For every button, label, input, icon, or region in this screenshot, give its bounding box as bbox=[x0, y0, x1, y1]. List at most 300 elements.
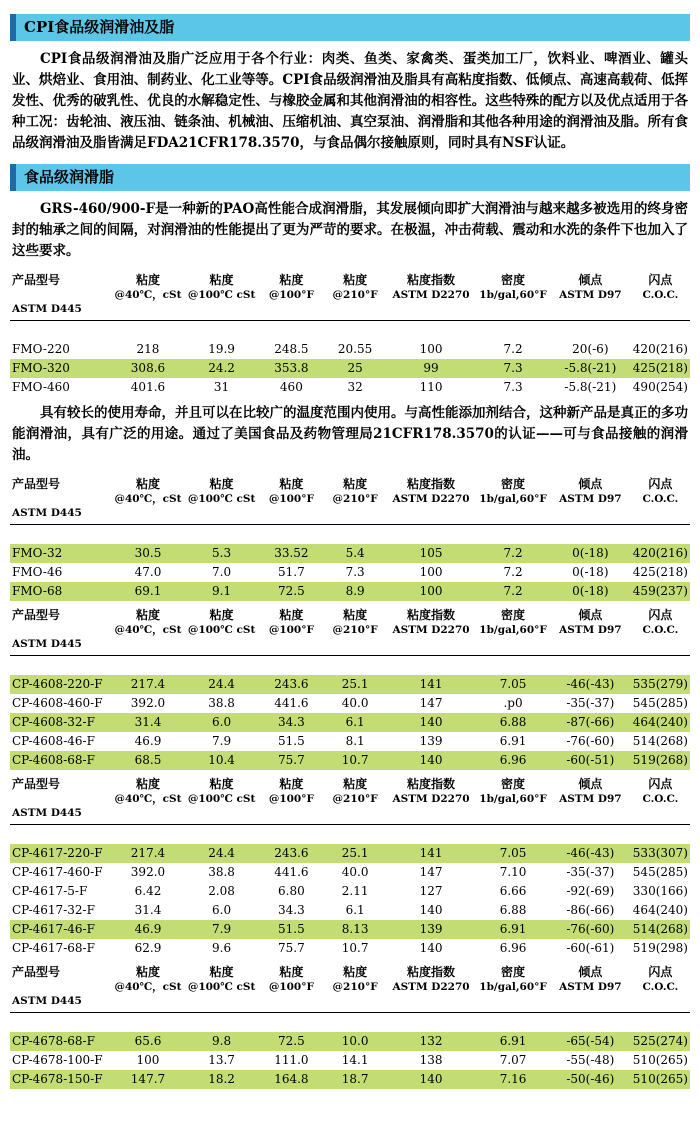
cell-value: 99 bbox=[386, 359, 476, 378]
th-visc100f: 粘度 bbox=[279, 273, 304, 287]
cell-value: 10.7 bbox=[324, 751, 386, 770]
th-visc100c: 粘度 bbox=[209, 477, 234, 491]
cell-value: -46(-43) bbox=[550, 675, 631, 694]
cell-value: 0(-18) bbox=[550, 582, 631, 601]
cell-value: 31.4 bbox=[111, 713, 185, 732]
cell-value: 30.5 bbox=[111, 544, 185, 563]
th-visc100c: 粘度 bbox=[209, 965, 234, 979]
th-vi: 粘度指数 bbox=[407, 608, 456, 622]
spec-table-cp-4617 bbox=[10, 776, 690, 958]
cell-value: 18.2 bbox=[185, 1070, 259, 1089]
spec-table-fmo-3x bbox=[10, 476, 690, 601]
th-pour-sub: ASTM D97 bbox=[559, 289, 622, 301]
th-vi-sub: ASTM D2270 bbox=[392, 624, 470, 636]
cell-value: 425(218) bbox=[631, 359, 690, 378]
cell-value: 6.88 bbox=[499, 903, 527, 917]
th-visc40: 粘度 bbox=[135, 965, 160, 979]
cell-value: 65.6 bbox=[111, 1032, 185, 1051]
cell-value: 0(-18) bbox=[550, 544, 631, 563]
table-spacer-row bbox=[10, 825, 690, 845]
cell-value: 164.8 bbox=[258, 1070, 324, 1089]
th-visc40-sub: @40℃，cSt bbox=[114, 289, 182, 301]
cell-product-model: FMO-68 bbox=[10, 582, 111, 601]
cell-value: 514(268) bbox=[631, 920, 690, 939]
th-product-sub bbox=[10, 288, 111, 302]
th-product-sub bbox=[10, 492, 111, 506]
cell-value: -5.8(-21) bbox=[550, 359, 631, 378]
cell-value: 218 bbox=[136, 342, 160, 356]
th-visc210f-sub: @210°F bbox=[332, 493, 378, 505]
cell-value: 464(240) bbox=[632, 903, 688, 917]
th-vi: 粘度指数 bbox=[407, 965, 456, 979]
cell-value: -86(-66) bbox=[566, 903, 615, 917]
section-heading-text: 食品级润滑脂 bbox=[16, 164, 690, 191]
cell-value: 2.11 bbox=[341, 884, 369, 898]
cell-value: 141 bbox=[386, 844, 476, 863]
th-pour-sub: ASTM D97 bbox=[559, 624, 622, 636]
th-visc210f-sub: @210°F bbox=[332, 624, 378, 636]
cell-value: 24.4 bbox=[185, 844, 259, 863]
cell-value: 425(218) bbox=[632, 565, 688, 579]
th-product: 产品型号 bbox=[12, 777, 61, 791]
cell-value: 100 bbox=[386, 582, 476, 601]
spec-table-cp-4608 bbox=[10, 607, 690, 770]
cell-value: 147 bbox=[419, 865, 443, 879]
th-vi: 粘度指数 bbox=[407, 273, 456, 287]
cell-value: 6.96 bbox=[476, 751, 550, 770]
th-visc100f-sub: @100°F bbox=[268, 793, 314, 805]
table-spacer-row bbox=[10, 321, 690, 341]
th-density-sub: 1b/gal,60°F bbox=[479, 493, 547, 505]
cell-value: 34.3 bbox=[258, 713, 324, 732]
th-product-sub bbox=[10, 980, 111, 994]
th-visc40-sub: @40℃，cSt bbox=[114, 624, 182, 636]
table-row bbox=[10, 920, 690, 939]
cell-value: 51.5 bbox=[278, 734, 305, 748]
cell-value: 51.5 bbox=[258, 920, 324, 939]
cell-product-model: FMO-32 bbox=[10, 544, 111, 563]
cell-value: 147.7 bbox=[111, 1070, 185, 1089]
th-density: 密度 bbox=[501, 477, 526, 491]
cell-value: 147 bbox=[419, 696, 443, 710]
cell-value: 2.08 bbox=[208, 884, 235, 898]
table-body bbox=[10, 825, 690, 959]
cell-value: 420(216) bbox=[631, 544, 690, 563]
table-body bbox=[10, 321, 690, 398]
cell-value: 6.66 bbox=[499, 884, 527, 898]
cell-value: 7.9 bbox=[185, 920, 259, 939]
cell-value: 72.5 bbox=[258, 582, 324, 601]
cell-value: 31 bbox=[213, 380, 230, 394]
cell-value: 545(285) bbox=[632, 865, 688, 879]
section-heading-grease bbox=[10, 164, 690, 191]
table-spacer-row bbox=[10, 525, 690, 545]
cell-value: -60(-51) bbox=[550, 751, 631, 770]
table-row bbox=[10, 544, 690, 563]
cell-value: 6.88 bbox=[476, 713, 550, 732]
th-visc100f: 粘度 bbox=[279, 608, 304, 622]
th-spacer bbox=[111, 637, 690, 651]
th-density-sub: 1b/gal,60°F bbox=[479, 289, 547, 301]
cell-value: -5.8(-21) bbox=[564, 380, 617, 394]
cell-value: -60(-61) bbox=[566, 941, 615, 955]
cell-value: -76(-60) bbox=[550, 920, 631, 939]
th-flash: 闪点 bbox=[648, 273, 673, 287]
table-body bbox=[10, 656, 690, 771]
th-density: 密度 bbox=[501, 777, 526, 791]
cell-value: 7.2 bbox=[503, 342, 523, 356]
cell-value: -92(-69) bbox=[566, 884, 615, 898]
cell-value: 24.4 bbox=[185, 675, 259, 694]
table-row bbox=[10, 1070, 690, 1089]
cell-value: 18.7 bbox=[324, 1070, 386, 1089]
th-visc100f-sub: @100°F bbox=[268, 624, 314, 636]
cell-product-model: FMO-460 bbox=[12, 380, 70, 394]
cell-value: 100 bbox=[419, 565, 443, 579]
cell-product-model: CP-4617-220-F bbox=[10, 844, 111, 863]
th-visc100c: 粘度 bbox=[209, 608, 234, 622]
th-vi-sub: ASTM D2270 bbox=[392, 793, 470, 805]
cell-value: 25.1 bbox=[324, 844, 386, 863]
table-subheader-row2 bbox=[10, 506, 690, 520]
th-flash: 闪点 bbox=[648, 477, 673, 491]
table-subheader-row2 bbox=[10, 302, 690, 316]
cell-value: 62.9 bbox=[134, 941, 162, 955]
th-spacer bbox=[111, 806, 690, 820]
th-visc100f-sub: @100°F bbox=[268, 493, 314, 505]
cell-value: -35(-37) bbox=[566, 865, 615, 879]
cell-value: 464(240) bbox=[631, 713, 690, 732]
table-subheader-row2 bbox=[10, 806, 690, 820]
cell-value: 7.3 bbox=[345, 565, 365, 579]
table-spacer-row bbox=[10, 656, 690, 676]
cell-value: 243.6 bbox=[258, 844, 324, 863]
th-visc100c-sub: @100℃ cSt bbox=[187, 624, 256, 636]
cell-product-model: CP-4608-460-F bbox=[12, 696, 103, 710]
th-astm-d445: ASTM D445 bbox=[12, 995, 82, 1007]
th-vi-sub: ASTM D2270 bbox=[392, 493, 470, 505]
cell-value: 14.1 bbox=[341, 1053, 369, 1067]
table-subheader-row2 bbox=[10, 994, 690, 1008]
th-product: 产品型号 bbox=[12, 965, 61, 979]
th-visc40: 粘度 bbox=[135, 777, 160, 791]
table-row bbox=[10, 751, 690, 770]
table-body bbox=[10, 525, 690, 602]
cell-product-model: FMO-320 bbox=[10, 359, 111, 378]
cell-product-model: CP-4617-46-F bbox=[10, 920, 111, 939]
th-flash: 闪点 bbox=[648, 965, 673, 979]
th-visc100f: 粘度 bbox=[279, 777, 304, 791]
th-astm-d445: ASTM D445 bbox=[12, 807, 82, 819]
th-product: 产品型号 bbox=[12, 477, 61, 491]
cell-value: 40.0 bbox=[341, 865, 369, 879]
cell-product-model: CP-4678-150-F bbox=[10, 1070, 111, 1089]
cell-value: 217.4 bbox=[111, 844, 185, 863]
table-subheader-row bbox=[10, 623, 690, 637]
cell-value: 132 bbox=[386, 1032, 476, 1051]
section-paragraph-grease: GRS-460/900-F是一种新的PAO高性能合成润滑脂，其发展倾向即扩大润滑油与越来越多被选用的终身密封的轴承之间的间隔，对润滑油的性能提出了更为严苛的要求。在极温，冲击荷载、震动和水洗的条件下也加入了这些要求。 bbox=[12, 201, 688, 259]
cell-value: 514(268) bbox=[632, 734, 688, 748]
cell-value: 535(279) bbox=[631, 675, 690, 694]
th-flash-sub: C.O.C. bbox=[642, 624, 679, 636]
th-astm-d445: ASTM D445 bbox=[12, 303, 82, 315]
th-astm-d445: ASTM D445 bbox=[12, 638, 82, 650]
th-visc40-sub: @40℃，cSt bbox=[114, 793, 182, 805]
th-vi: 粘度指数 bbox=[407, 477, 456, 491]
cell-value: 10.0 bbox=[324, 1032, 386, 1051]
cell-value: -87(-66) bbox=[550, 713, 631, 732]
cell-value: 7.05 bbox=[476, 675, 550, 694]
cell-value: 141 bbox=[386, 675, 476, 694]
cell-value: 51.7 bbox=[278, 565, 305, 579]
cell-value: -76(-60) bbox=[566, 734, 615, 748]
cell-value: 33.52 bbox=[258, 544, 324, 563]
th-visc210f: 粘度 bbox=[343, 477, 368, 491]
th-vi-sub: ASTM D2270 bbox=[392, 289, 470, 301]
th-visc100f-sub: @100°F bbox=[268, 289, 314, 301]
cell-value: 10.4 bbox=[185, 751, 259, 770]
cell-value: 6.1 bbox=[324, 713, 386, 732]
table-row bbox=[10, 882, 690, 901]
th-flash-sub: C.O.C. bbox=[642, 981, 679, 993]
cell-value: 7.3 bbox=[476, 359, 550, 378]
cell-value: 8.9 bbox=[324, 582, 386, 601]
th-astm-d445: ASTM D445 bbox=[12, 507, 82, 519]
cell-value: -50(-46) bbox=[550, 1070, 631, 1089]
th-visc40: 粘度 bbox=[135, 273, 160, 287]
table-body bbox=[10, 1013, 690, 1090]
th-flash-sub: C.O.C. bbox=[642, 493, 679, 505]
table-row bbox=[10, 378, 690, 397]
cell-value: 139 bbox=[386, 920, 476, 939]
spec-table-cp-4678 bbox=[10, 964, 690, 1089]
cell-value: 100 bbox=[419, 342, 443, 356]
cell-product-model: CP-4617-460-F bbox=[12, 865, 103, 879]
cell-value: 31.4 bbox=[134, 903, 162, 917]
th-visc40-sub: @40℃，cSt bbox=[114, 981, 182, 993]
table-row bbox=[10, 675, 690, 694]
cell-value: 20.55 bbox=[337, 342, 373, 356]
th-visc210f-sub: @210°F bbox=[332, 981, 378, 993]
spec-table-fmo-2xx bbox=[10, 272, 690, 397]
th-density: 密度 bbox=[501, 608, 526, 622]
th-spacer bbox=[111, 994, 690, 1008]
cell-value: 40.0 bbox=[341, 696, 369, 710]
th-product-sub bbox=[10, 792, 111, 806]
th-pour-sub: ASTM D97 bbox=[559, 981, 622, 993]
cell-value: 459(237) bbox=[631, 582, 690, 601]
cell-value: 25 bbox=[324, 359, 386, 378]
cell-value: 127 bbox=[419, 884, 443, 898]
table-subheader-row2 bbox=[10, 637, 690, 651]
cell-product-model: FMO-220 bbox=[12, 342, 70, 356]
th-visc100c-sub: @100℃ cSt bbox=[187, 493, 256, 505]
cell-value: -55(-48) bbox=[566, 1053, 615, 1067]
table-subheader-row bbox=[10, 288, 690, 302]
cell-value: 110 bbox=[419, 380, 443, 394]
cell-value: 9.6 bbox=[212, 941, 232, 955]
cell-value: 6.1 bbox=[345, 903, 365, 917]
th-visc210f-sub: @210°F bbox=[332, 289, 378, 301]
table-row bbox=[10, 844, 690, 863]
cell-value: 441.6 bbox=[274, 696, 309, 710]
cell-value: 138 bbox=[419, 1053, 443, 1067]
cell-value: 7.3 bbox=[503, 380, 523, 394]
th-pour-sub: ASTM D97 bbox=[559, 793, 622, 805]
cell-value: 0(-18) bbox=[572, 565, 609, 579]
th-visc210f: 粘度 bbox=[343, 608, 368, 622]
th-visc100f: 粘度 bbox=[279, 965, 304, 979]
th-pour: 倾点 bbox=[578, 477, 603, 491]
table-subheader-row bbox=[10, 980, 690, 994]
th-spacer bbox=[111, 302, 690, 316]
section-heading-cpi bbox=[10, 14, 690, 41]
th-visc40: 粘度 bbox=[135, 608, 160, 622]
cell-value: 140 bbox=[386, 751, 476, 770]
cell-value: 6.91 bbox=[499, 734, 527, 748]
cell-value: 140 bbox=[386, 1070, 476, 1089]
cell-value: 6.42 bbox=[134, 884, 162, 898]
table-header-row bbox=[10, 607, 690, 623]
th-visc40: 粘度 bbox=[135, 477, 160, 491]
cell-value: 519(268) bbox=[631, 751, 690, 770]
cell-value: 72.5 bbox=[258, 1032, 324, 1051]
th-pour: 倾点 bbox=[578, 608, 603, 622]
cell-value: 9.8 bbox=[185, 1032, 259, 1051]
cell-value: 510(265) bbox=[632, 1053, 688, 1067]
th-flash: 闪点 bbox=[648, 777, 673, 791]
cell-product-model: FMO-46 bbox=[12, 565, 63, 579]
th-visc100c-sub: @100℃ cSt bbox=[187, 289, 256, 301]
cell-value: 353.8 bbox=[258, 359, 324, 378]
cell-value: 7.2 bbox=[476, 582, 550, 601]
table-row bbox=[10, 582, 690, 601]
th-density-sub: 1b/gal,60°F bbox=[479, 981, 547, 993]
cell-value: 140 bbox=[386, 713, 476, 732]
cell-value: 9.1 bbox=[185, 582, 259, 601]
cell-value: 75.7 bbox=[258, 751, 324, 770]
th-pour: 倾点 bbox=[578, 273, 603, 287]
cell-value: 38.8 bbox=[208, 865, 235, 879]
table-row bbox=[10, 863, 690, 882]
th-spacer bbox=[111, 506, 690, 520]
cell-value: 13.7 bbox=[208, 1053, 235, 1067]
th-product-sub bbox=[10, 623, 111, 637]
cell-value: 519(298) bbox=[632, 941, 688, 955]
th-density-sub: 1b/gal,60°F bbox=[479, 793, 547, 805]
table-header-row bbox=[10, 964, 690, 980]
cell-value: 32 bbox=[347, 380, 363, 394]
th-density: 密度 bbox=[501, 273, 526, 287]
table-row bbox=[10, 694, 690, 713]
cell-value: 243.6 bbox=[258, 675, 324, 694]
cell-value: 69.1 bbox=[111, 582, 185, 601]
table-header-row bbox=[10, 776, 690, 792]
cell-value: 308.6 bbox=[111, 359, 185, 378]
cell-value: 392.0 bbox=[130, 696, 166, 710]
cell-product-model: CP-4608-220-F bbox=[10, 675, 111, 694]
table-subheader-row bbox=[10, 492, 690, 506]
cell-value: 6.0 bbox=[212, 903, 232, 917]
cell-value: 8.1 bbox=[345, 734, 365, 748]
cell-value: 401.6 bbox=[130, 380, 166, 394]
cell-product-model: CP-4617-32-F bbox=[12, 903, 95, 917]
cell-value: 46.9 bbox=[111, 920, 185, 939]
cell-value: 7.2 bbox=[503, 565, 523, 579]
cell-value: .p0 bbox=[503, 696, 523, 710]
cell-value: 441.6 bbox=[274, 865, 309, 879]
table-row bbox=[10, 939, 690, 958]
th-vi: 粘度指数 bbox=[407, 777, 456, 791]
th-pour: 倾点 bbox=[578, 965, 603, 979]
cell-value: 533(307) bbox=[631, 844, 690, 863]
th-visc100c: 粘度 bbox=[209, 777, 234, 791]
cell-value: 5.4 bbox=[324, 544, 386, 563]
th-flash-sub: C.O.C. bbox=[642, 793, 679, 805]
cell-value: 6.91 bbox=[476, 1032, 550, 1051]
cell-value: 248.5 bbox=[274, 342, 309, 356]
cell-value: 24.2 bbox=[185, 359, 259, 378]
cell-value: -65(-54) bbox=[550, 1032, 631, 1051]
th-visc100f-sub: @100°F bbox=[268, 981, 314, 993]
cell-value: 10.7 bbox=[341, 941, 369, 955]
table-row bbox=[10, 563, 690, 582]
table-header-row bbox=[10, 272, 690, 288]
cell-product-model: CP-4608-46-F bbox=[12, 734, 95, 748]
cell-product-model: CP-4608-68-F bbox=[10, 751, 111, 770]
cell-value: 6.0 bbox=[185, 713, 259, 732]
cell-value: 7.2 bbox=[476, 544, 550, 563]
cell-value: 510(265) bbox=[631, 1070, 690, 1089]
cell-value: 7.07 bbox=[499, 1053, 527, 1067]
th-visc210f-sub: @210°F bbox=[332, 793, 378, 805]
cell-value: 6.80 bbox=[278, 884, 305, 898]
cell-product-model: CP-4617-68-F bbox=[12, 941, 95, 955]
table-row bbox=[10, 1032, 690, 1051]
cell-value: 25.1 bbox=[324, 675, 386, 694]
cell-value: 20(-6) bbox=[572, 342, 609, 356]
cell-value: 7.10 bbox=[499, 865, 527, 879]
th-visc210f: 粘度 bbox=[343, 273, 368, 287]
th-visc100c-sub: @100℃ cSt bbox=[187, 981, 256, 993]
th-visc100f: 粘度 bbox=[279, 477, 304, 491]
th-density-sub: 1b/gal,60°F bbox=[479, 624, 547, 636]
section-heading-text: CPI食品级润滑油及脂 bbox=[16, 14, 690, 41]
cell-value: 525(274) bbox=[631, 1032, 690, 1051]
section-paragraph-cpi: CPI食品级润滑油及脂广泛应用于各个行业：肉类、鱼类、家禽类、蛋类加工厂，饮料业、啤酒业、罐头业、烘焙业、食用油、制药业、化工业等等。CPI食品级润滑油及脂具有高粘度指数、低倾点、高速高载荷、低挥发性、优秀的破乳性、优良的水解稳定性、与橡胶金属和其他润滑油的相容性。这些特殊的配方以及优点适用于各种工况：齿轮油、液压油、链条油、机械油、压缩机油、真空泵油、润滑脂和其他各种用途的润滑油及脂。所有食品级润滑油及脂皆满足FDA21CFR178.3570，与食品偶尔接触原则，同时具有NSF认证。 bbox=[12, 51, 688, 151]
cell-value: 420(216) bbox=[632, 342, 688, 356]
cell-value: 38.8 bbox=[208, 696, 235, 710]
cell-value: 139 bbox=[419, 734, 443, 748]
th-pour-sub: ASTM D97 bbox=[559, 493, 622, 505]
cell-value: 34.3 bbox=[278, 903, 305, 917]
th-vi-sub: ASTM D2270 bbox=[392, 981, 470, 993]
th-visc100c: 粘度 bbox=[209, 273, 234, 287]
cell-value: 47.0 bbox=[134, 565, 162, 579]
cell-value: 490(254) bbox=[632, 380, 688, 394]
cell-product-model: CP-4678-100-F bbox=[12, 1053, 103, 1067]
section-paragraph-multi: 具有较长的使用寿命，并且可以在比较广的温度范围内使用。与高性能添加剂结合，这种新产品是真正的多功能润滑油，具有广泛的用途。通过了美国食品及药物管理局21CFR178.3570的认证——可与食品接触的润滑油。 bbox=[12, 405, 688, 463]
th-flash-sub: C.O.C. bbox=[642, 289, 679, 301]
table-header-row bbox=[10, 476, 690, 492]
th-visc40-sub: @40℃，cSt bbox=[114, 493, 182, 505]
cell-value: 7.16 bbox=[476, 1070, 550, 1089]
cell-value: 545(285) bbox=[632, 696, 688, 710]
th-density: 密度 bbox=[501, 965, 526, 979]
cell-value: 392.0 bbox=[130, 865, 166, 879]
cell-value: 217.4 bbox=[111, 675, 185, 694]
cell-value: 68.5 bbox=[111, 751, 185, 770]
